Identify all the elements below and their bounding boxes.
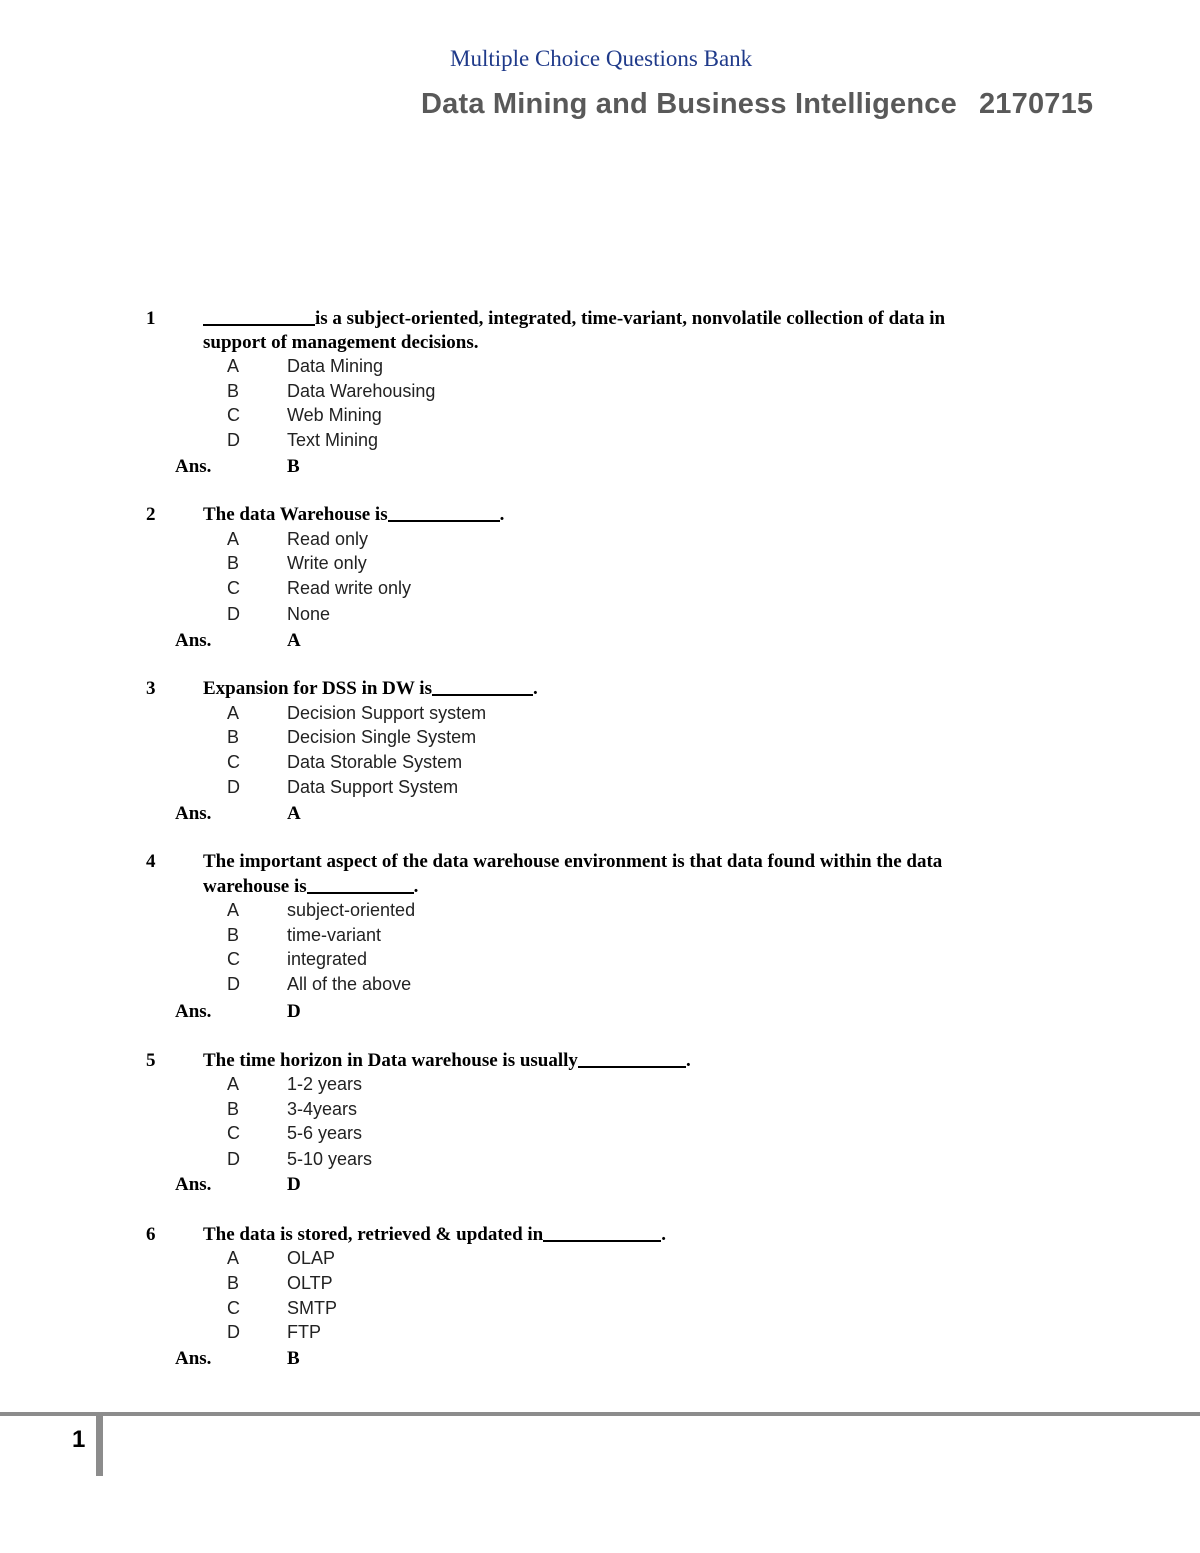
option-letter: A — [227, 900, 240, 920]
answer-blank — [388, 504, 500, 522]
option-letter: C — [227, 405, 240, 425]
option-text: Read write only — [287, 578, 412, 598]
question-text: Expansion for DSS in DW is . — [203, 678, 538, 699]
answer-blank — [578, 1050, 686, 1068]
option-letter: D — [227, 1149, 240, 1169]
answer-label: Ans. — [175, 803, 212, 824]
subject-code: 2170715 — [978, 88, 1094, 120]
option-letter: C — [227, 752, 240, 772]
answer-blank — [432, 678, 533, 696]
answer-blank — [307, 876, 414, 894]
option-text: Web Mining — [287, 405, 382, 425]
question-number: 6 — [146, 1224, 156, 1245]
option-letter: A — [227, 1074, 240, 1094]
answer-label: Ans. — [175, 630, 212, 651]
option-text: time-variant — [287, 925, 382, 945]
answer-label: Ans. — [175, 1348, 212, 1369]
option-letter: D — [227, 604, 240, 624]
option-letter: D — [227, 974, 240, 994]
option-letter: C — [227, 1298, 240, 1318]
option-text: Data Storable System — [287, 752, 463, 772]
option-text: None — [287, 604, 331, 624]
answer-value: B — [287, 456, 300, 477]
answer-blank — [543, 1224, 661, 1242]
footer-divider — [0, 1412, 1200, 1416]
document-title — [421, 88, 1093, 121]
option-letter: C — [227, 1123, 240, 1143]
option-letter: B — [227, 553, 240, 573]
option-letter: B — [227, 925, 240, 945]
option-text: Data Warehousing — [287, 381, 436, 401]
option-text: 5-6 years — [287, 1123, 363, 1143]
document-subtitle: Multiple Choice Questions Bank — [450, 46, 753, 71]
option-letter: B — [227, 727, 240, 747]
option-text: OLTP — [287, 1273, 333, 1293]
answer-value: A — [287, 630, 301, 651]
subject-title: Data Mining and Business Intelligence — [421, 88, 957, 120]
option-text: Data Mining — [287, 356, 384, 376]
option-text: Read only — [287, 529, 369, 549]
question-number: 2 — [146, 504, 156, 525]
question-text: The time horizon in Data warehouse is usually . — [203, 1050, 691, 1071]
option-letter: D — [227, 430, 240, 450]
option-text: SMTP — [287, 1298, 338, 1318]
question-text: is a subject-oriented, integrated, time-variant, nonvolatile collection of data in — [203, 306, 945, 331]
answer-value: D — [287, 1001, 301, 1022]
option-letter: D — [227, 1322, 240, 1342]
question-text: The data is stored, retrieved & updated in . — [203, 1224, 666, 1245]
option-text: Text Mining — [287, 430, 379, 450]
option-letter: C — [227, 578, 240, 598]
question-number: 3 — [146, 678, 156, 699]
option-text: All of the above — [287, 974, 412, 994]
question-text-continued: warehouse is . — [203, 876, 419, 897]
option-text: Decision Support system — [287, 703, 487, 723]
option-text: FTP — [287, 1322, 321, 1342]
option-text: Write only — [287, 553, 367, 573]
option-letter: C — [227, 949, 240, 969]
answer-value: D — [287, 1174, 301, 1195]
option-text: Decision Single System — [287, 727, 477, 747]
question-text-continued: support of management decisions. — [203, 332, 479, 353]
option-letter: D — [227, 777, 240, 797]
question-number: 4 — [146, 851, 156, 872]
option-letter: B — [227, 1099, 240, 1119]
option-text: 1-2 years — [287, 1074, 363, 1094]
option-text: integrated — [287, 949, 368, 969]
question-text: The important aspect of the data warehouse environment is that data found within the data — [203, 851, 943, 872]
question-number: 5 — [146, 1050, 156, 1071]
question-text: The data Warehouse is . — [203, 504, 505, 525]
answer-label: Ans. — [175, 1174, 212, 1195]
option-letter: A — [227, 703, 240, 723]
answer-value: B — [287, 1348, 300, 1369]
answer-label: Ans. — [175, 1001, 212, 1022]
option-letter: A — [227, 529, 240, 549]
option-text: subject-oriented — [287, 900, 416, 920]
option-letter: B — [227, 1273, 240, 1293]
question-number: 1 — [146, 308, 156, 329]
option-text: 5-10 years — [287, 1149, 373, 1169]
option-text: Data Support System — [287, 777, 459, 797]
option-letter: A — [227, 1248, 240, 1268]
footer-vertical-bar — [96, 1412, 103, 1476]
answer-label: Ans. — [175, 456, 212, 477]
option-text: 3-4years — [287, 1099, 358, 1119]
answer-blank — [203, 308, 315, 326]
answer-value: A — [287, 803, 301, 824]
option-letter: A — [227, 356, 240, 376]
page-number: 1 — [72, 1426, 86, 1453]
option-letter: B — [227, 381, 240, 401]
option-text: OLAP — [287, 1248, 336, 1268]
